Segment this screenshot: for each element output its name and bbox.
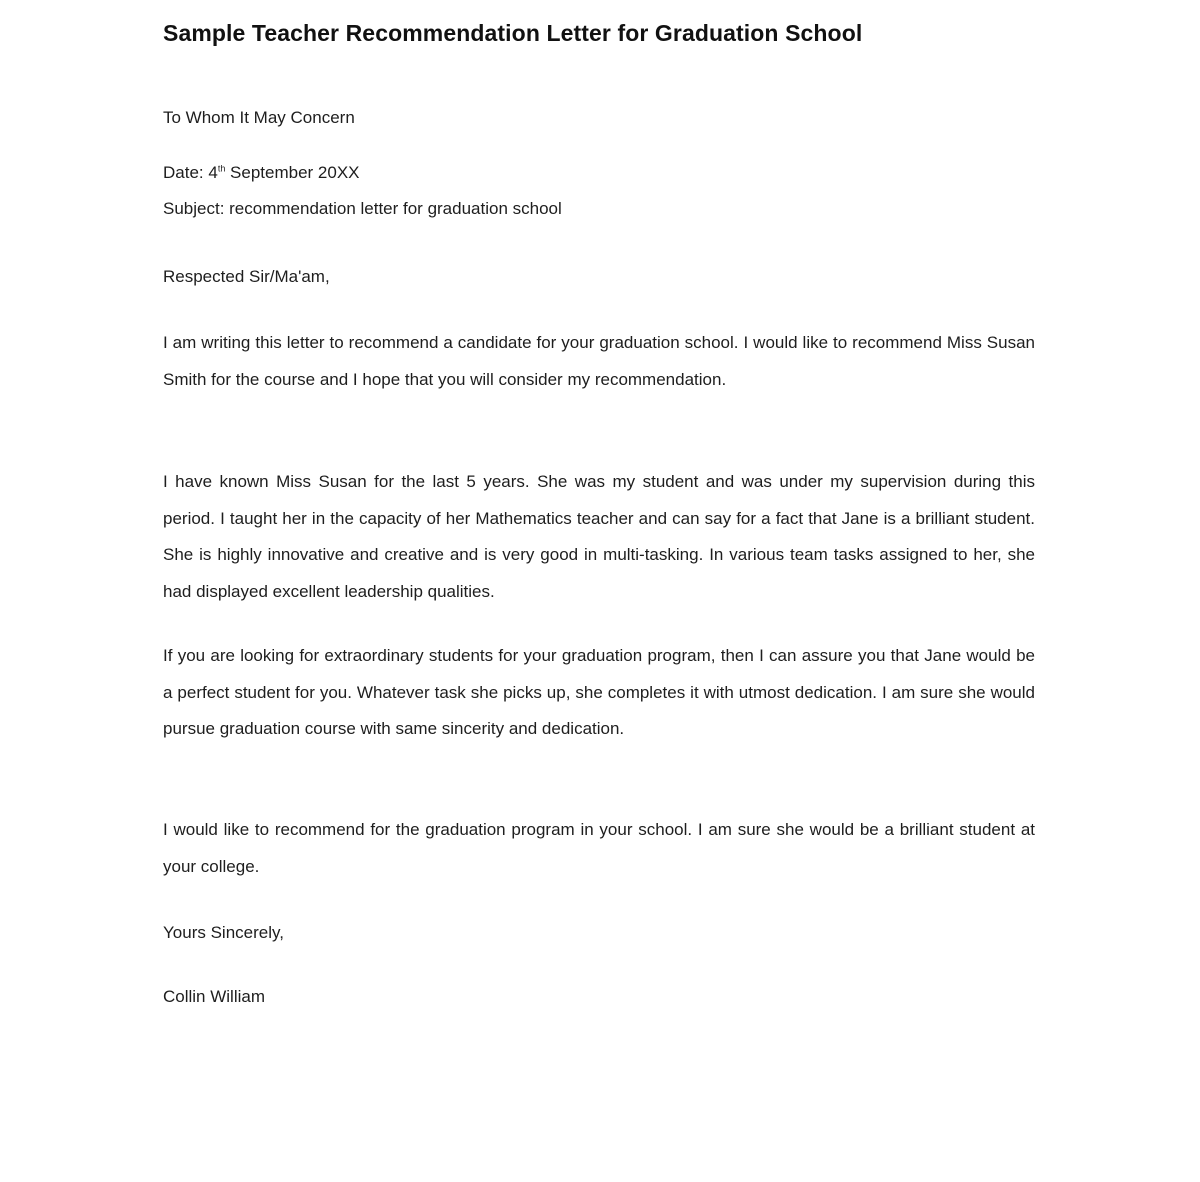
- general-salutation: To Whom It May Concern: [163, 108, 355, 127]
- document-title: Sample Teacher Recommendation Letter for Graduation School: [163, 20, 863, 46]
- letter-subject: Subject: recommendation letter for graduation school: [163, 199, 562, 218]
- letter-closing: Yours Sincerely,: [163, 923, 284, 942]
- paragraph-2: I have known Miss Susan for the last 5 years. She was my student and was under my supervision during this period. I taught her in the capacity of her Mathematics teacher and can say for a fact that Jane is a brilliant student. She is highly innovative and creative and is very good in multi-tasking. In various team tasks assigned to her, she had displayed excellent leadership qualities.: [163, 472, 1035, 601]
- paragraph-4: I would like to recommend for the graduation program in your school. I am sure she would be a brilliant student at your college.: [163, 820, 1035, 876]
- date-label: Date: 4: [163, 163, 218, 182]
- date-ordinal-suffix: th: [217, 163, 226, 174]
- letter-date: [163, 163, 360, 183]
- paragraph-3: If you are looking for extraordinary students for your graduation program, then I can assure you that Jane would be a perfect student for you. Whatever task she picks up, she completes it with utmost dedication. I am sure she would pursue graduation course with same sincerity and dedication.: [163, 646, 1035, 738]
- signature-name: Collin William: [163, 987, 266, 1006]
- date-rest: September 20XX: [225, 163, 360, 182]
- paragraph-1: I am writing this letter to recommend a candidate for your graduation school. I would like to recommend Miss Susan Smith for the course and I hope that you will consider my recommendation.: [163, 333, 1035, 389]
- letter-salutation: Respected Sir/Ma'am,: [163, 267, 330, 286]
